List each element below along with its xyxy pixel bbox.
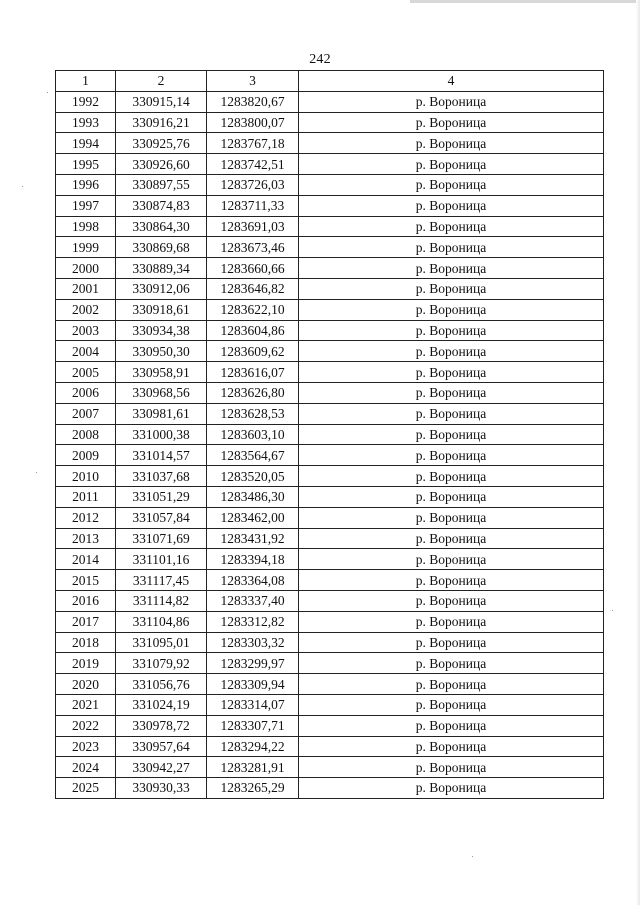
table-row — [56, 216, 604, 237]
scan-edge-right — [636, 0, 640, 905]
cell-point-number: 2010 — [56, 466, 116, 487]
cell-description: р. Вороница — [299, 216, 604, 237]
table-row — [56, 715, 604, 736]
cell-coord-x: 330918,61 — [116, 299, 207, 320]
cell-point-number: 2016 — [56, 590, 116, 611]
coordinates-table — [55, 70, 604, 799]
cell-point-number: 2018 — [56, 632, 116, 653]
cell-coord-y: 1283767,18 — [207, 133, 299, 154]
cell-point-number: 2005 — [56, 362, 116, 383]
cell-coord-x: 330869,68 — [116, 237, 207, 258]
cell-description: р. Вороница — [299, 362, 604, 383]
cell-coord-y: 1283609,62 — [207, 341, 299, 362]
table-row — [56, 528, 604, 549]
cell-coord-x: 331014,57 — [116, 445, 207, 466]
cell-coord-x: 331056,76 — [116, 674, 207, 695]
cell-coord-y: 1283742,51 — [207, 154, 299, 175]
cell-coord-y: 1283622,10 — [207, 299, 299, 320]
cell-coord-x: 330916,21 — [116, 112, 207, 133]
scan-speck — [47, 92, 48, 93]
cell-point-number: 2004 — [56, 341, 116, 362]
cell-description: р. Вороница — [299, 299, 604, 320]
table-row — [56, 507, 604, 528]
cell-point-number: 2021 — [56, 694, 116, 715]
cell-coord-y: 1283281,91 — [207, 757, 299, 778]
cell-coord-y: 1283337,40 — [207, 590, 299, 611]
cell-description: р. Вороница — [299, 341, 604, 362]
scan-speck — [472, 856, 473, 857]
cell-coord-y: 1283691,03 — [207, 216, 299, 237]
table-row — [56, 424, 604, 445]
cell-coord-y: 1283673,46 — [207, 237, 299, 258]
cell-coord-y: 1283307,71 — [207, 715, 299, 736]
cell-coord-y: 1283299,97 — [207, 653, 299, 674]
table-row — [56, 112, 604, 133]
cell-description: р. Вороница — [299, 154, 604, 175]
cell-coord-y: 1283616,07 — [207, 362, 299, 383]
cell-coord-x: 330942,27 — [116, 757, 207, 778]
cell-description: р. Вороница — [299, 570, 604, 591]
cell-point-number: 2000 — [56, 258, 116, 279]
cell-coord-x: 331051,29 — [116, 486, 207, 507]
cell-description: р. Вороница — [299, 778, 604, 799]
cell-coord-y: 1283462,00 — [207, 507, 299, 528]
table-row — [56, 570, 604, 591]
cell-description: р. Вороница — [299, 174, 604, 195]
cell-description: р. Вороница — [299, 486, 604, 507]
table-row — [56, 195, 604, 216]
cell-description: р. Вороница — [299, 445, 604, 466]
cell-coord-y: 1283303,32 — [207, 632, 299, 653]
table-row — [56, 403, 604, 424]
header-row — [56, 71, 604, 92]
cell-description: р. Вороница — [299, 674, 604, 695]
cell-description: р. Вороница — [299, 757, 604, 778]
cell-coord-x: 331114,82 — [116, 590, 207, 611]
cell-description: р. Вороница — [299, 653, 604, 674]
table-row — [56, 466, 604, 487]
cell-coord-x: 330889,34 — [116, 258, 207, 279]
cell-point-number: 1998 — [56, 216, 116, 237]
cell-coord-y: 1283364,08 — [207, 570, 299, 591]
cell-description: р. Вороница — [299, 278, 604, 299]
cell-coord-y: 1283265,29 — [207, 778, 299, 799]
cell-coord-y: 1283314,07 — [207, 694, 299, 715]
cell-point-number: 1997 — [56, 195, 116, 216]
cell-point-number: 2002 — [56, 299, 116, 320]
cell-coord-y: 1283294,22 — [207, 736, 299, 757]
cell-point-number: 2012 — [56, 507, 116, 528]
cell-coord-y: 1283603,10 — [207, 424, 299, 445]
cell-point-number: 2011 — [56, 486, 116, 507]
table-row — [56, 237, 604, 258]
cell-coord-x: 331071,69 — [116, 528, 207, 549]
cell-point-number: 2025 — [56, 778, 116, 799]
header-col-2: 2 — [116, 71, 207, 92]
cell-coord-x: 330864,30 — [116, 216, 207, 237]
cell-coord-x: 330957,64 — [116, 736, 207, 757]
cell-coord-x: 330950,30 — [116, 341, 207, 362]
cell-coord-x: 330925,76 — [116, 133, 207, 154]
table-row — [56, 174, 604, 195]
table-row — [56, 278, 604, 299]
cell-coord-x: 331079,92 — [116, 653, 207, 674]
cell-coord-y: 1283564,67 — [207, 445, 299, 466]
table-row — [56, 133, 604, 154]
cell-description: р. Вороница — [299, 237, 604, 258]
cell-coord-y: 1283312,82 — [207, 611, 299, 632]
cell-description: р. Вороница — [299, 403, 604, 424]
cell-point-number: 2001 — [56, 278, 116, 299]
table-row — [56, 674, 604, 695]
cell-coord-x: 330912,06 — [116, 278, 207, 299]
cell-description: р. Вороница — [299, 715, 604, 736]
table-row — [56, 486, 604, 507]
cell-point-number: 1995 — [56, 154, 116, 175]
cell-description: р. Вороница — [299, 507, 604, 528]
cell-coord-y: 1283604,86 — [207, 320, 299, 341]
table-row — [56, 91, 604, 112]
cell-description: р. Вороница — [299, 424, 604, 445]
table-row — [56, 694, 604, 715]
cell-description: р. Вороница — [299, 466, 604, 487]
page-number: 242 — [309, 52, 331, 67]
table-row — [56, 299, 604, 320]
scan-speck — [36, 472, 37, 473]
cell-coord-y: 1283800,07 — [207, 112, 299, 133]
table-body — [56, 91, 604, 798]
cell-coord-x: 331037,68 — [116, 466, 207, 487]
cell-description: р. Вороница — [299, 91, 604, 112]
cell-coord-x: 330968,56 — [116, 382, 207, 403]
cell-coord-x: 331024,19 — [116, 694, 207, 715]
cell-description: р. Вороница — [299, 632, 604, 653]
cell-coord-y: 1283431,92 — [207, 528, 299, 549]
cell-description: р. Вороница — [299, 611, 604, 632]
table-row — [56, 590, 604, 611]
cell-coord-x: 330981,61 — [116, 403, 207, 424]
table-row — [56, 362, 604, 383]
cell-coord-x: 330958,91 — [116, 362, 207, 383]
cell-coord-y: 1283726,03 — [207, 174, 299, 195]
cell-point-number: 2015 — [56, 570, 116, 591]
cell-coord-y: 1283394,18 — [207, 549, 299, 570]
scan-speck — [22, 186, 23, 187]
table-row — [56, 653, 604, 674]
cell-point-number: 2013 — [56, 528, 116, 549]
cell-coord-x: 330978,72 — [116, 715, 207, 736]
cell-point-number: 1993 — [56, 112, 116, 133]
table-row — [56, 736, 604, 757]
table-row — [56, 445, 604, 466]
cell-coord-x: 331000,38 — [116, 424, 207, 445]
cell-coord-y: 1283820,67 — [207, 91, 299, 112]
cell-coord-x: 330915,14 — [116, 91, 207, 112]
cell-description: р. Вороница — [299, 112, 604, 133]
cell-point-number: 2003 — [56, 320, 116, 341]
cell-coord-y: 1283626,80 — [207, 382, 299, 403]
cell-description: р. Вороница — [299, 736, 604, 757]
cell-description: р. Вороница — [299, 320, 604, 341]
cell-point-number: 1992 — [56, 91, 116, 112]
scan-speck — [612, 610, 613, 611]
cell-coord-x: 330934,38 — [116, 320, 207, 341]
cell-point-number: 2007 — [56, 403, 116, 424]
cell-coord-y: 1283628,53 — [207, 403, 299, 424]
header-col-4: 4 — [299, 71, 604, 92]
cell-description: р. Вороница — [299, 195, 604, 216]
header-col-3: 3 — [207, 71, 299, 92]
cell-coord-x: 331104,86 — [116, 611, 207, 632]
table-row — [56, 258, 604, 279]
cell-description: р. Вороница — [299, 382, 604, 403]
cell-coord-y: 1283486,30 — [207, 486, 299, 507]
cell-coord-y: 1283520,05 — [207, 466, 299, 487]
cell-point-number: 2020 — [56, 674, 116, 695]
cell-coord-x: 330874,83 — [116, 195, 207, 216]
table-row — [56, 611, 604, 632]
table-header — [56, 71, 604, 92]
table-row — [56, 154, 604, 175]
cell-point-number: 2022 — [56, 715, 116, 736]
cell-coord-y: 1283660,66 — [207, 258, 299, 279]
table-row — [56, 341, 604, 362]
cell-coord-x: 331101,16 — [116, 549, 207, 570]
cell-description: р. Вороница — [299, 590, 604, 611]
cell-point-number: 2009 — [56, 445, 116, 466]
cell-coord-y: 1283309,94 — [207, 674, 299, 695]
cell-description: р. Вороница — [299, 133, 604, 154]
cell-coord-x: 330926,60 — [116, 154, 207, 175]
cell-description: р. Вороница — [299, 258, 604, 279]
cell-coord-x: 330897,55 — [116, 174, 207, 195]
cell-coord-x: 330930,33 — [116, 778, 207, 799]
table-row — [56, 632, 604, 653]
table-row — [56, 757, 604, 778]
table-row — [56, 549, 604, 570]
cell-coord-x: 331095,01 — [116, 632, 207, 653]
cell-coord-y: 1283711,33 — [207, 195, 299, 216]
scan-edge-top — [410, 0, 640, 3]
cell-point-number: 2023 — [56, 736, 116, 757]
cell-point-number: 2017 — [56, 611, 116, 632]
table-row — [56, 382, 604, 403]
cell-point-number: 2006 — [56, 382, 116, 403]
cell-point-number: 1996 — [56, 174, 116, 195]
cell-description: р. Вороница — [299, 549, 604, 570]
cell-point-number: 2024 — [56, 757, 116, 778]
cell-point-number: 2014 — [56, 549, 116, 570]
cell-point-number: 2019 — [56, 653, 116, 674]
cell-point-number: 1994 — [56, 133, 116, 154]
cell-point-number: 1999 — [56, 237, 116, 258]
table-row — [56, 778, 604, 799]
table-row — [56, 320, 604, 341]
cell-description: р. Вороница — [299, 694, 604, 715]
cell-coord-x: 331057,84 — [116, 507, 207, 528]
cell-coord-x: 331117,45 — [116, 570, 207, 591]
cell-coord-y: 1283646,82 — [207, 278, 299, 299]
cell-description: р. Вороница — [299, 528, 604, 549]
cell-point-number: 2008 — [56, 424, 116, 445]
header-col-1: 1 — [56, 71, 116, 92]
